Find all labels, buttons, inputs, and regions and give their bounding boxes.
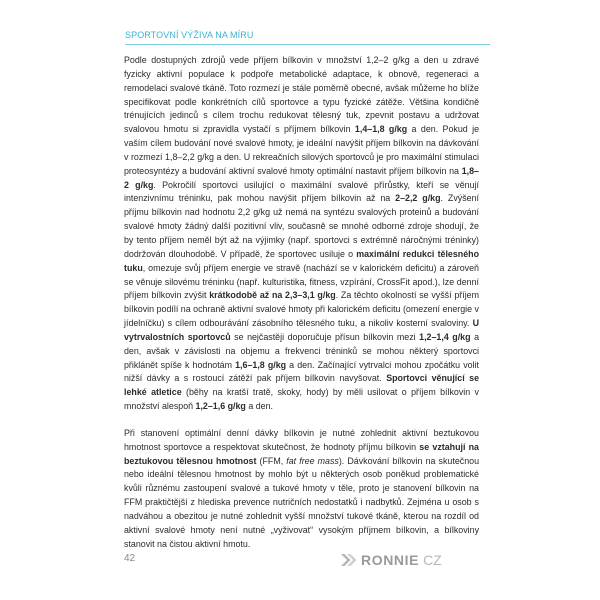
italic-text-run: fat free mass [286, 455, 339, 466]
text-run: (FFM, [256, 455, 287, 466]
bold-text-run: 1,6–1,8 g/kg [235, 359, 287, 370]
text-run: . Pokročilí sportovci usilující o maximální svalové přírůstky, kteří se věnují intenzivnímu tréninku, pak mohou navýšit příjem bílkovin až na [124, 179, 479, 204]
bold-text-run: 1,2–1,4 g/kg [419, 331, 471, 342]
page-number: 42 [124, 553, 136, 564]
text-run: ). Dávkování bílkovin na skutečnou nebo ideální tělesnou hmotnost by mohlo být u některých osob poněkud problematické kvůli různému zastoupení svalové a tukové hmoty v těle, proto je stanovení bílkovin na FFM praktičtější z hlediska prevence nutričních nedostatků i nadbytků. Zejména u osob s nadváhou a obezitou je nutné zohlednit vyšší množství tukové tkáně, kterou na rozdíl od aktivní svalové hmoty není nutné „vyživovat“ vysokým příjmem bílkovin, a bílkoviny stanovit na čistou aktivní hmotu. [124, 455, 480, 549]
text-run: se nejčastěji doporučuje přísun bílkovin mezi [230, 331, 420, 342]
ronnie-logo [340, 552, 442, 568]
bold-text-run: U vytrvalostních sportovců [124, 318, 479, 342]
bold-text-run: krátkodobě až na 2,3–3,1 g/kg [209, 290, 336, 301]
logo-text: RONNIE [361, 552, 420, 568]
body-text [124, 54, 479, 552]
text-run: a den. Začínající vytrvalci mohou zpočátku volit nižší dávky a s rostoucí zátěží pak příjem bílkovin navyšovat. [124, 359, 479, 384]
bold-text-run: maximální redukci tělesného tuku [124, 248, 479, 273]
bold-text-run: 1,4–1,8 g/kg [354, 124, 408, 135]
text-run: a den, avšak v závislosti na objemu a frekvenci tréninků se mohou některý sportovci přiklánět spíše k hodnotám [124, 331, 480, 370]
logo-suffix: CZ [423, 552, 442, 568]
bold-text-run: 1,2–1,6 g/kg [195, 401, 246, 412]
running-header [125, 30, 490, 45]
text-run: . Zvýšení příjmu bílkovin nad hodnotu 2,2 g/kg už nemá na syntézu svalových proteinů a budování svalové hmoty žádný další pozitivní vliv, současně se mnohé odborné zdroje shodují, že by tento příjem neměl být až na výjimky (např. sportovci s extrémně náročnými tréninky) dodržován dlouhodobě. V případě, že sportovec usiluje o [124, 193, 479, 259]
text-run: a den. [245, 401, 274, 412]
paragraph-1 [124, 54, 479, 414]
text-run: . Za těchto okolností se vyšší příjem bílkovin podílí na ochraně aktivní svalové hmoty při kalorickém deficitu (omezení energie v jídelníčku) s cílem odbourávání zásobního tělesného tuku, a nikoliv kosterní svaloviny. [124, 290, 480, 329]
header-rule [125, 44, 490, 45]
bold-text-run: 2–2,2 g/kg [395, 193, 441, 204]
chevron-logo-icon [340, 553, 358, 567]
bold-text-run: 1,8–2 g/kg [124, 165, 479, 190]
bold-text-run: Sportovci věnující se lehké atletice [124, 373, 480, 398]
paragraph-2 [124, 427, 479, 552]
text-run: Při stanovení optimální denní dávky bílkovin je nutné zohlednit aktivní beztukovou hmotnost sportovce a respektovat skutečnost, že hodnoty příjmu bílkovin [124, 427, 479, 452]
text-run: Podle dostupných zdrojů vede příjem bílkovin v množství 1,2–2 g/kg a den u zdravé fyzicky aktivní populace k podpoře metabolické adaptace, k obnově, regeneraci a remodelaci svalové tkáně. Toto rozmezí je stále poměrně obecné, avšak můžeme ho blíže specifikovat podle konkrétních cílů sportovce a typu fyzické zátěže. Většina kondičně trénujících jedinců s cílem trochu redukovat tělesný tuk, zpevnit postavu a udržovat svalovou hmotu si zpravidla vystačí s příjmem bílkovin [124, 55, 479, 135]
text-run: a den. Pokud je vaším cílem budování nové svalové hmoty, je ideální navýšit příjem bílkovin na dávkování v rozmezí 1,8–2,2 g/kg a den. U rekreačních silových sportovců je pro maximální stimulaci proteosyntézy a budování aktivní svalové hmoty optimální nastavit příjem bílkovin na [124, 124, 479, 176]
section-title: SPORTOVNÍ VÝŽIVA NA MÍRU [125, 30, 254, 40]
text-run: , omezuje svůj příjem energie ve stravě (nachází se v kalorickém deficitu) a zároveň se věnuje silovému tréninku (např. kulturistika, fitness, vzpírání, CrossFit apod.), lze denní příjem bílkovin zvýšit [124, 262, 479, 301]
bold-text-run: se vztahují na beztukovou tělesnou hmotnost [124, 441, 479, 466]
text-run: (běhy na kratší tratě, skoky, hody) by měli usilovat o příjem bílkovin v množství alespoň [124, 387, 479, 412]
